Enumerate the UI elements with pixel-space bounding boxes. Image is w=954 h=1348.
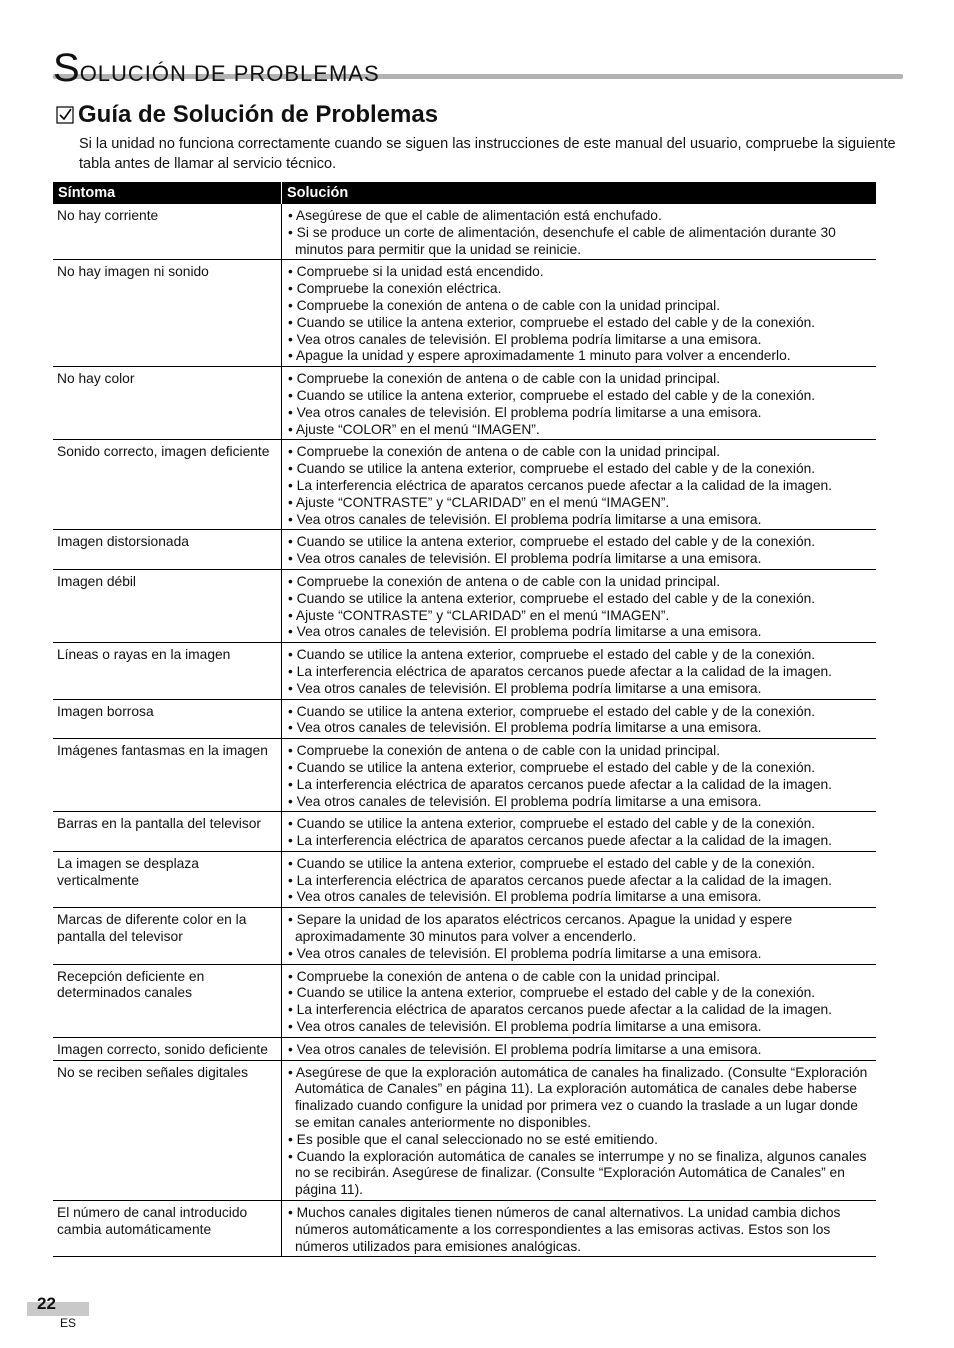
solution-item: • Ajuste “CONTRASTE” y “CLARIDAD” en el menú “IMAGEN”. [288, 607, 670, 623]
solution-item: • Vea otros canales de televisión. El problema podría limitarse a una emisora. [288, 889, 762, 905]
solution-item: • Vea otros canales de televisión. El problema podría limitarse a una emisora. [288, 945, 762, 961]
solution-item: • La interferencia eléctrica de aparatos cercanos puede afectar a la calidad de la imagen. [288, 1002, 833, 1018]
table-row [53, 204, 876, 260]
table-row [53, 851, 876, 907]
solution-list [288, 574, 871, 641]
solution-list [288, 647, 871, 697]
troubleshooting-table [53, 182, 876, 1257]
solution-cell [282, 643, 877, 699]
intro-paragraph: Si la unidad no funciona correctamente cuando se siguen las instrucciones de este manual del usuario, compruebe la siguiente tabla antes de llamar al servicio técnico. [79, 136, 896, 172]
table-row [53, 699, 876, 739]
table-row [53, 440, 876, 530]
solution-list [288, 816, 871, 850]
solution-item: • Vea otros canales de televisión. El problema podría limitarse a una emisora. [288, 1019, 762, 1035]
solution-item: • Cuando se utilice la antena exterior, compruebe el estado del cable y de la conexión. [288, 985, 816, 1001]
table-row [53, 812, 876, 852]
page-number: 22 [37, 1294, 56, 1313]
solution-cell [282, 739, 877, 812]
solution-list [288, 534, 871, 568]
symptom-cell: Imagen distorsionada [53, 530, 282, 570]
symptom-cell: No hay imagen ni sonido [53, 260, 282, 367]
solution-item: • Compruebe la conexión de antena o de cable con la unidad principal. [288, 968, 721, 984]
solution-item: • Vea otros canales de televisión. El problema podría limitarse a una emisora. [288, 1041, 762, 1057]
solution-item: • Cuando la exploración automática de canales se interrumpe y no se finaliza, algunos canales no se recibirán. Asegúrese de finalizar. (Consulte “Exploración Automática de Canales” en página 11). [288, 1148, 867, 1198]
solution-item: • Compruebe la conexión de antena o de cable con la unidad principal. [288, 444, 721, 460]
column-header-solution: Solución [282, 182, 877, 204]
solution-item: • Separe la unidad de los aparatos eléctricos cercanos. Apague la unidad y espere aproximadamente 30 minutos para volver a encenderlo. [288, 912, 793, 945]
solution-item: • Asegúrese de que el cable de alimentación está enchufado. [288, 208, 662, 223]
solution-item: • Compruebe si la unidad está encendido. [288, 264, 544, 280]
solution-item: • Cuando se utilice la antena exterior, compruebe el estado del cable y de la conexión. [288, 387, 816, 403]
checkbox-icon [56, 106, 74, 124]
section-title: Guía de Solución de Problemas [78, 101, 439, 128]
solution-list [288, 969, 871, 1036]
table-row [53, 1201, 876, 1257]
solution-cell [282, 964, 877, 1037]
solution-item: • Vea otros canales de televisión. El problema podría limitarse a una emisora. [288, 680, 762, 696]
solution-item: • Compruebe la conexión de antena o de cable con la unidad principal. [288, 371, 721, 387]
table-row [53, 530, 876, 570]
solution-cell [282, 699, 877, 739]
table-row [53, 569, 876, 642]
column-header-symptom: Síntoma [53, 182, 282, 204]
table-header-row [53, 182, 876, 204]
solution-item: • La interferencia eléctrica de aparatos cercanos puede afectar a la calidad de la imagen. [288, 477, 833, 493]
solution-item: • Vea otros canales de televisión. El problema podría limitarse a una emisora. [288, 624, 762, 640]
symptom-cell: Líneas o rayas en la imagen [53, 643, 282, 699]
table-body [53, 204, 876, 1257]
solution-list [288, 264, 871, 365]
solution-list [288, 704, 871, 738]
table-row [53, 1037, 876, 1060]
language-label: ES [60, 1316, 77, 1330]
page-header-title [53, 48, 380, 88]
symptom-cell: Imágenes fantasmas en la imagen [53, 739, 282, 812]
solution-cell [282, 204, 877, 260]
solution-item: • Si se produce un corte de alimentación, desenchufe el cable de alimentación durante 30 minutos para permitir que la unidad se reinicie. [288, 224, 836, 257]
symptom-cell: Imagen borrosa [53, 699, 282, 739]
solution-item: • Es posible que el canal seleccionado no se esté emitiendo. [288, 1131, 658, 1147]
symptom-cell: Sonido correcto, imagen deficiente [53, 440, 282, 530]
symptom-cell: No hay color [53, 367, 282, 440]
solution-item: • Cuando se utilice la antena exterior, compruebe el estado del cable y de la conexión. [288, 314, 816, 330]
table-row [53, 908, 876, 964]
table-row [53, 964, 876, 1037]
symptom-cell: Marcas de diferente color en la pantalla del televisor [53, 908, 282, 964]
solution-item: • Muchos canales digitales tienen números de canal alternativos. La unidad cambia dichos números automáticamente a los correspondientes a las emisoras activas. Estos son los números utilizados para emisiones analógicas. [288, 1205, 841, 1254]
table-row [53, 367, 876, 440]
symptom-cell: Barras en la pantalla del televisor [53, 812, 282, 852]
solution-item: • Vea otros canales de televisión. El problema podría limitarse a una emisora. [288, 331, 762, 347]
solution-item: • Vea otros canales de televisión. El problema podría limitarse a una emisora. [288, 511, 762, 527]
solution-item: • La interferencia eléctrica de aparatos cercanos puede afectar a la calidad de la imagen. [288, 776, 833, 792]
solution-item: • Cuando se utilice la antena exterior, compruebe el estado del cable y de la conexión. [288, 647, 816, 663]
symptom-cell: Recepción deficiente en determinados canales [53, 964, 282, 1037]
solution-cell [282, 530, 877, 570]
solution-item: • Ajuste “CONTRASTE” y “CLARIDAD” en el menú “IMAGEN”. [288, 494, 670, 510]
solution-item: • Compruebe la conexión de antena o de cable con la unidad principal. [288, 573, 721, 589]
solution-item: • Vea otros canales de televisión. El problema podría limitarse a una emisora. [288, 720, 762, 736]
solution-item: • Compruebe la conexión eléctrica. [288, 281, 502, 297]
solution-list [288, 444, 871, 528]
symptom-cell: La imagen se desplaza verticalmente [53, 851, 282, 907]
solution-item: • La interferencia eléctrica de aparatos cercanos puede afectar a la calidad de la imagen. [288, 663, 833, 679]
solution-item: • Ajuste “COLOR” en el menú “IMAGEN”. [288, 421, 540, 437]
table-row [53, 739, 876, 812]
solution-cell [282, 367, 877, 440]
solution-item: • Cuando se utilice la antena exterior, compruebe el estado del cable y de la conexión. [288, 534, 816, 550]
solution-cell [282, 908, 877, 964]
solution-item: • Asegúrese de que la exploración automática de canales ha finalizado. (Consulte “Exploración Automática de Canales” en página 11). La exploración automática de canales debe haberse finalizado cuando configure la unidad por primera vez o cuando la traslade a un lugar donde se emitan canales anteriormente no disponibles. [288, 1064, 868, 1131]
solution-item: • Cuando se utilice la antena exterior, compruebe el estado del cable y de la conexión. [288, 590, 816, 606]
solution-cell [282, 1060, 877, 1200]
header-rest: OLUCIÓN DE PROBLEMAS [79, 61, 380, 86]
solution-list [288, 743, 871, 810]
solution-cell [282, 569, 877, 642]
solution-list [288, 1205, 871, 1255]
solution-list [288, 371, 871, 438]
solution-cell [282, 1037, 877, 1060]
solution-cell [282, 440, 877, 530]
solution-item: • Cuando se utilice la antena exterior, compruebe el estado del cable y de la conexión. [288, 461, 816, 477]
solution-list [288, 1042, 871, 1059]
symptom-cell: No se reciben señales digitales [53, 1060, 282, 1200]
solution-item: • La interferencia eléctrica de aparatos cercanos puede afectar a la calidad de la imagen. [288, 872, 833, 888]
page-header [53, 48, 903, 88]
solution-list [288, 912, 871, 962]
solution-list [288, 208, 871, 258]
solution-item: • La interferencia eléctrica de aparatos cercanos puede afectar a la calidad de la imagen. [288, 833, 833, 849]
solution-item: • Vea otros canales de televisión. El problema podría limitarse a una emisora. [288, 551, 762, 567]
solution-list [288, 1065, 871, 1199]
solution-cell [282, 851, 877, 907]
symptom-cell: Imagen correcto, sonido deficiente [53, 1037, 282, 1060]
header-initial: S [53, 46, 80, 90]
solution-cell [282, 260, 877, 367]
table-row [53, 643, 876, 699]
solution-cell [282, 1201, 877, 1257]
solution-item: • Cuando se utilice la antena exterior, compruebe el estado del cable y de la conexión. [288, 759, 816, 775]
solution-item: • Vea otros canales de televisión. El problema podría limitarse a una emisora. [288, 404, 762, 420]
table-row [53, 260, 876, 367]
section-heading [56, 100, 438, 130]
solution-item: • Compruebe la conexión de antena o de cable con la unidad principal. [288, 743, 721, 759]
solution-item: • Apague la unidad y espere aproximadamente 1 minuto para volver a encenderlo. [288, 348, 791, 364]
solution-item: • Vea otros canales de televisión. El problema podría limitarse a una emisora. [288, 793, 762, 809]
table-row [53, 1060, 876, 1200]
symptom-cell: No hay corriente [53, 204, 282, 260]
symptom-cell: El número de canal introducido cambia automáticamente [53, 1201, 282, 1257]
solution-item: • Compruebe la conexión de antena o de cable con la unidad principal. [288, 297, 721, 313]
solution-item: • Cuando se utilice la antena exterior, compruebe el estado del cable y de la conexión. [288, 855, 816, 871]
solution-list [288, 856, 871, 906]
symptom-cell: Imagen débil [53, 569, 282, 642]
solution-item: • Cuando se utilice la antena exterior, compruebe el estado del cable y de la conexión. [288, 816, 816, 832]
solution-item: • Cuando se utilice la antena exterior, compruebe el estado del cable y de la conexión. [288, 703, 816, 719]
solution-cell [282, 812, 877, 852]
